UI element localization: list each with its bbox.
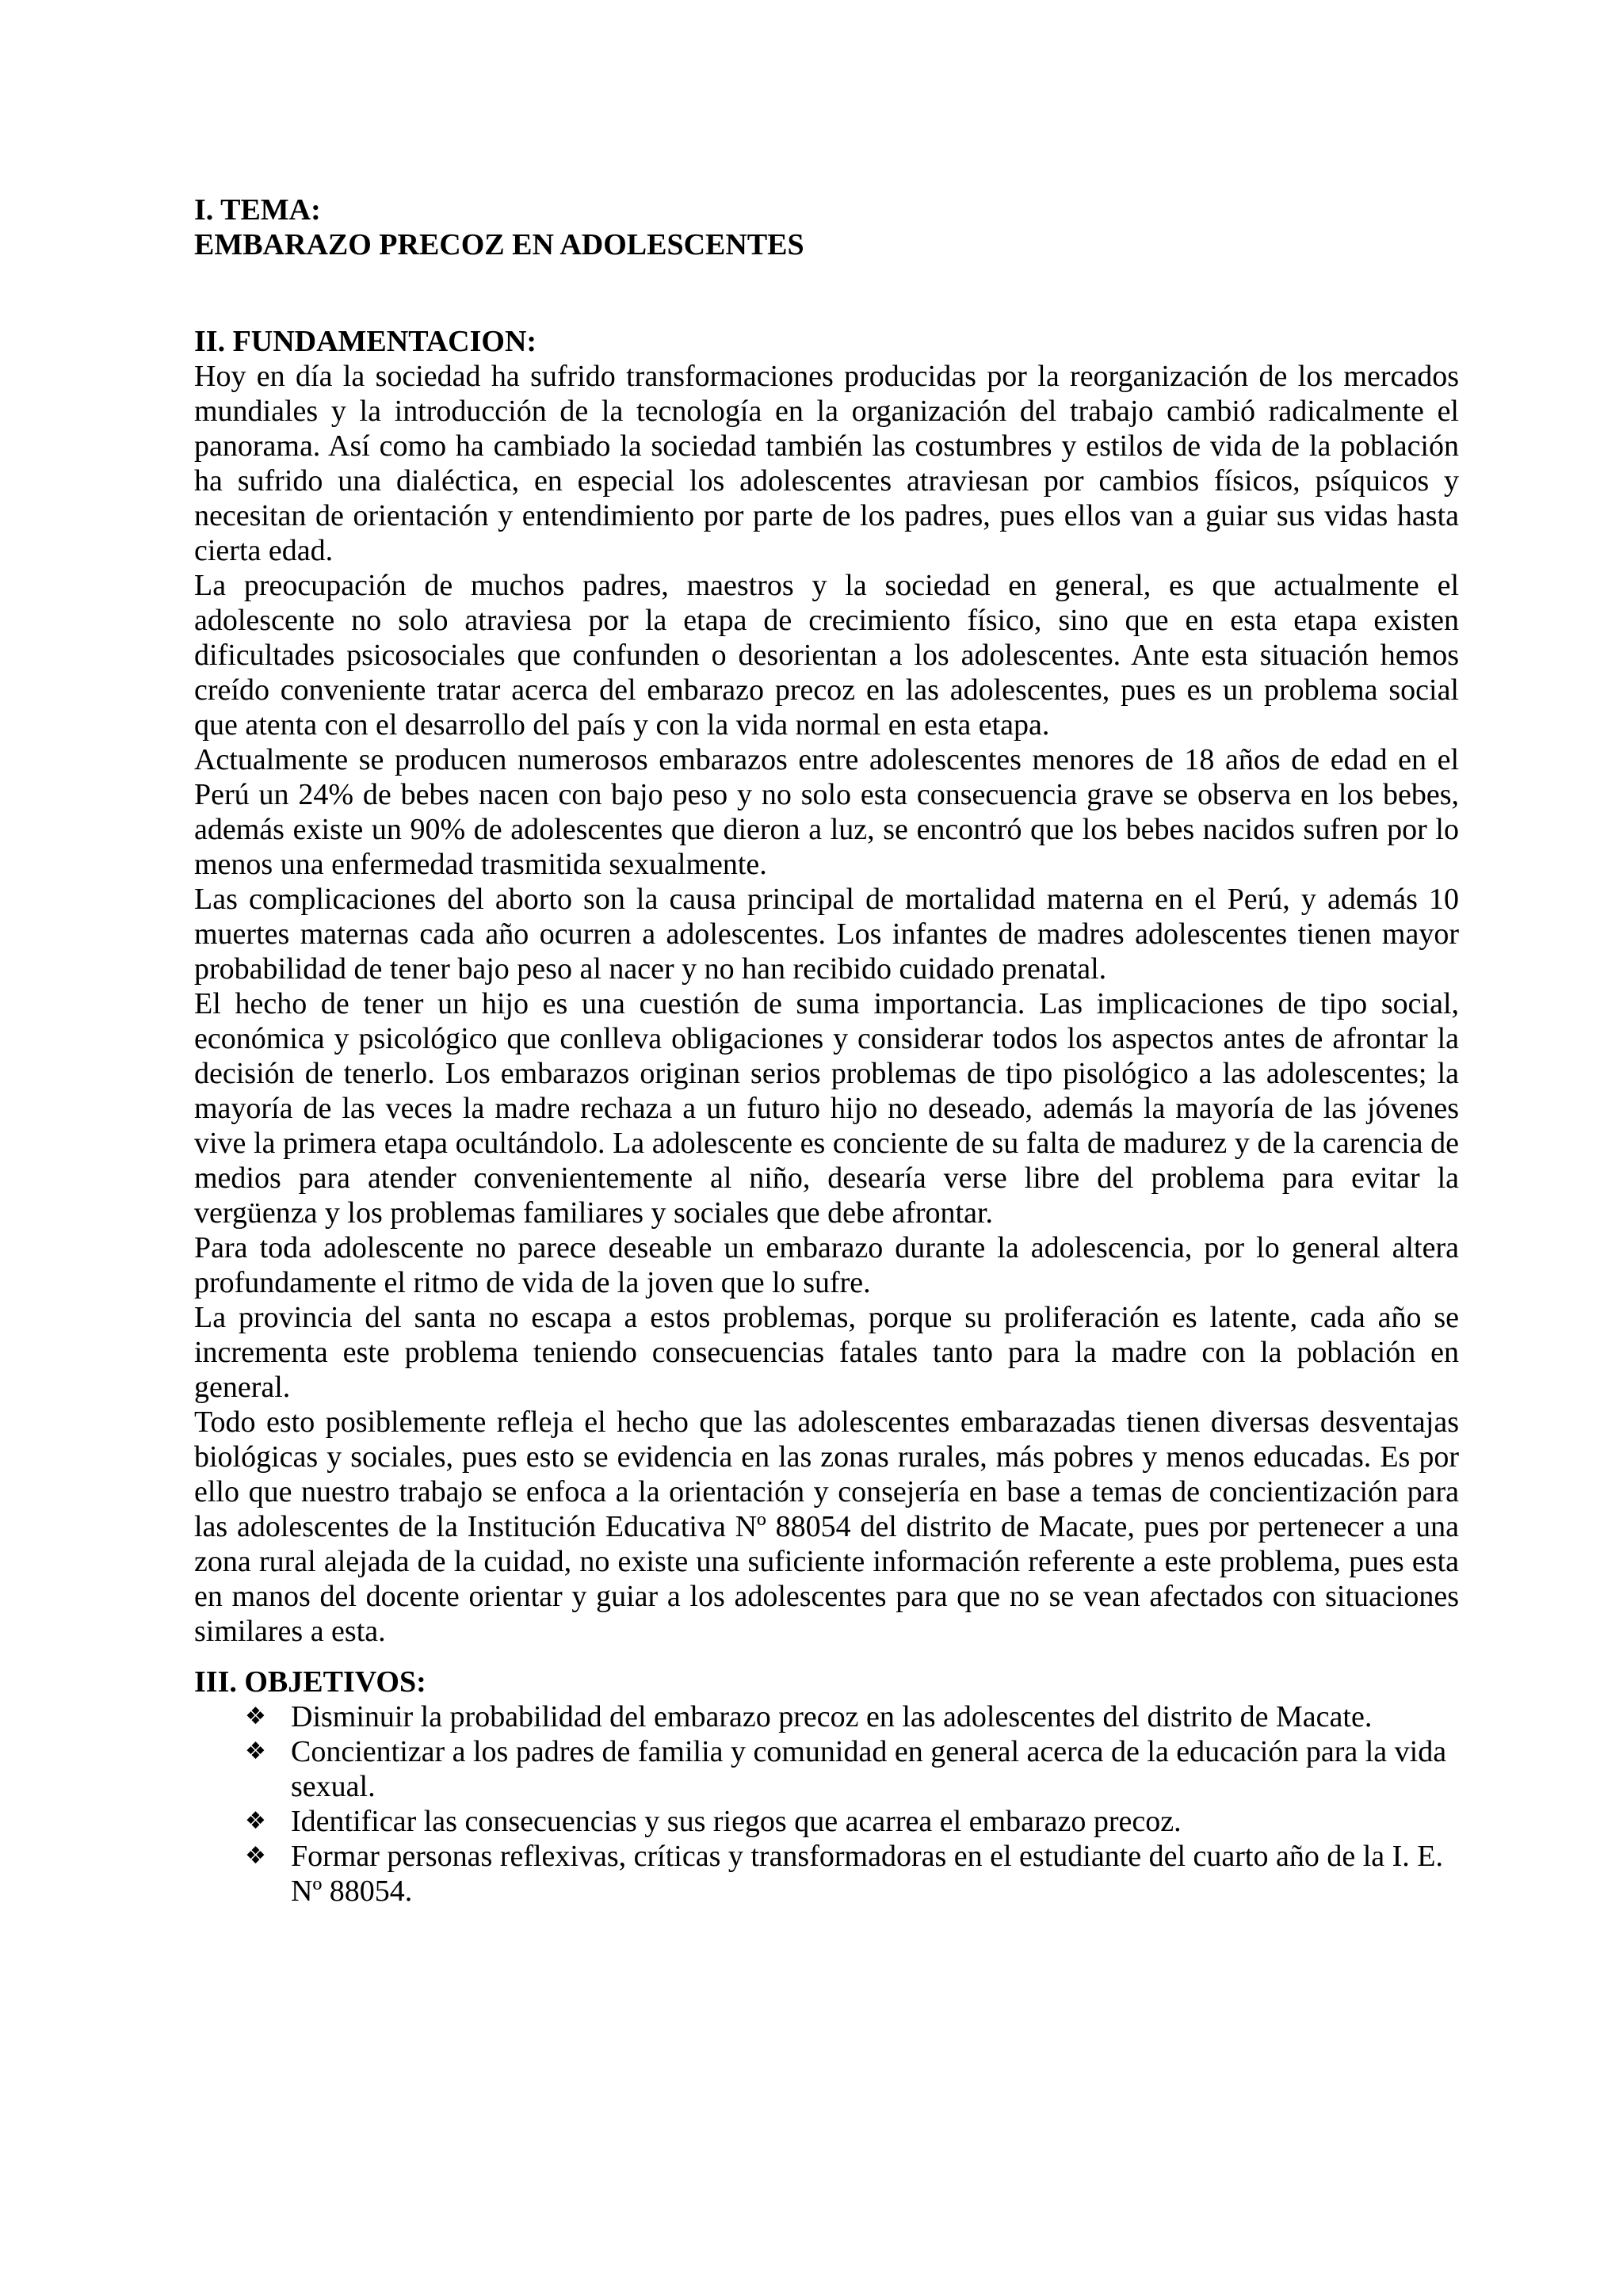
paragraph-3: Actualmente se producen numerosos embarazos entre adolescentes menores de 18 años de edad en el Perú un 24% de bebes nacen con bajo peso y no solo esta consecuencia grave se observa en los bebes, además existe un 90% de adolescentes que dieron a luz, se encontró que los bebes nacidos sufren por lo menos una enfermedad trasmitida sexualmente. <box>194 743 1459 881</box>
paragraph-7: La provincia del santa no escapa a estos problemas, porque su proliferación es latente, cada año se incrementa este problema teniendo consecuencias fatales tanto para la madre con la población en general. <box>194 1301 1459 1404</box>
diamond-bullet-icon: ❖ <box>245 1842 266 1870</box>
paragraph-5: El hecho de tener un hijo es una cuestión de suma importancia. Las implicaciones de tipo social, económica y psicológico que conlleva obligaciones y considerar todos los aspectos antes de afrontar la decisión de tenerlo. Los embarazos originan serios problemas de tipo pisológico a las adolescentes; la mayoría de las veces la madre rechaza a un futuro hijo no deseado, además la mayoría de las jóvenes vive la primera etapa ocultándolo. La adolescente es conciente de su falta de madurez y de la carencia de medios para atender convenientemente al niño, desearía verse libre del problema para evitar la vergüenza y los problemas familiares y sociales que debe afrontar. <box>194 987 1459 1230</box>
objective-item <box>194 1734 1459 1804</box>
spacer <box>194 1649 1459 1665</box>
diamond-bullet-icon: ❖ <box>245 1807 266 1835</box>
diamond-bullet-icon: ❖ <box>245 1737 266 1765</box>
section-2-heading: II. FUNDAMENTACION: <box>194 325 537 358</box>
objective-text: Identificar las consecuencias y sus riegos que acarrea el embarazo precoz. <box>291 1805 1182 1838</box>
objective-item <box>194 1804 1459 1839</box>
objective-text: Concientizar a los padres de familia y comunidad en general acerca de la educación para la vida sexual. <box>291 1735 1447 1803</box>
objective-item <box>194 1699 1459 1734</box>
section-1-heading: I. TEMA: <box>194 193 321 227</box>
section-3-heading: III. OBJETIVOS: <box>194 1665 426 1699</box>
objective-text: Disminuir la probabilidad del embarazo precoz en las adolescentes del distrito de Macate. <box>291 1700 1373 1733</box>
objective-item <box>194 1839 1459 1909</box>
objective-text: Formar personas reflexivas, críticas y transformadoras en el estudiante del cuarto año de la I. E. Nº 88054. <box>291 1840 1444 1908</box>
document-content <box>194 193 1459 1909</box>
objectives-list <box>194 1699 1459 1909</box>
paragraph-6: Para toda adolescente no parece deseable un embarazo durante la adolescencia, por lo general altera profundamente el ritmo de vida de la joven que lo sufre. <box>194 1231 1459 1299</box>
paragraph-8: Todo esto posiblemente refleja el hecho que las adolescentes embarazadas tienen diversas desventajas biológicas y sociales, pues esto se evidencia en las zonas rurales, más pobres y menos educadas. Es por ello que nuestro trabajo se enfoca a la orientación y consejería en base a temas de concientización para las adolescentes de la Institución Educativa Nº 88054 del distrito de Macate, pues por pertenecer a una zona rural alejada de la cuidad, no existe una suficiente información referente a este problema, pues esta en manos del docente orientar y guiar a los adolescentes para que no se vean afectados con situaciones similares a esta. <box>194 1405 1459 1648</box>
paragraph-2: La preocupación de muchos padres, maestros y la sociedad en general, es que actualmente el adolescente no solo atraviesa por la etapa de crecimiento físico, sino que en esta etapa existen dificultades psicosociales que confunden o desorientan a los adolescentes. Ante esta situación hemos creído conveniente tratar acerca del embarazo precoz en las adolescentes, pues es un problema social que atenta con el desarrollo del país y con la vida normal en esta etapa. <box>194 569 1459 742</box>
spacer <box>194 262 1459 324</box>
diamond-bullet-icon: ❖ <box>245 1703 266 1730</box>
topic-title: EMBARAZO PRECOZ EN ADOLESCENTES <box>194 228 804 261</box>
paragraph-4: Las complicaciones del aborto son la causa principal de mortalidad materna en el Perú, y además 10 muertes maternas cada año ocurren a adolescentes. Los infantes de madres adolescentes tienen mayor probabilidad de tener bajo peso al nacer y no han recibido cuidado prenatal. <box>194 883 1459 986</box>
paragraph-1: Hoy en día la sociedad ha sufrido transformaciones producidas por la reorganización de los mercados mundiales y la introducción de la tecnología en la organización del trabajo cambió radicalmente el panorama. Así como ha cambiado la sociedad también las costumbres y estilos de vida de la población ha sufrido una dialéctica, en especial los adolescentes atraviesan por cambios físicos, psíquicos y necesitan de orientación y entendimiento por parte de los padres, pues ellos van a guiar sus vidas hasta cierta edad. <box>194 360 1459 567</box>
